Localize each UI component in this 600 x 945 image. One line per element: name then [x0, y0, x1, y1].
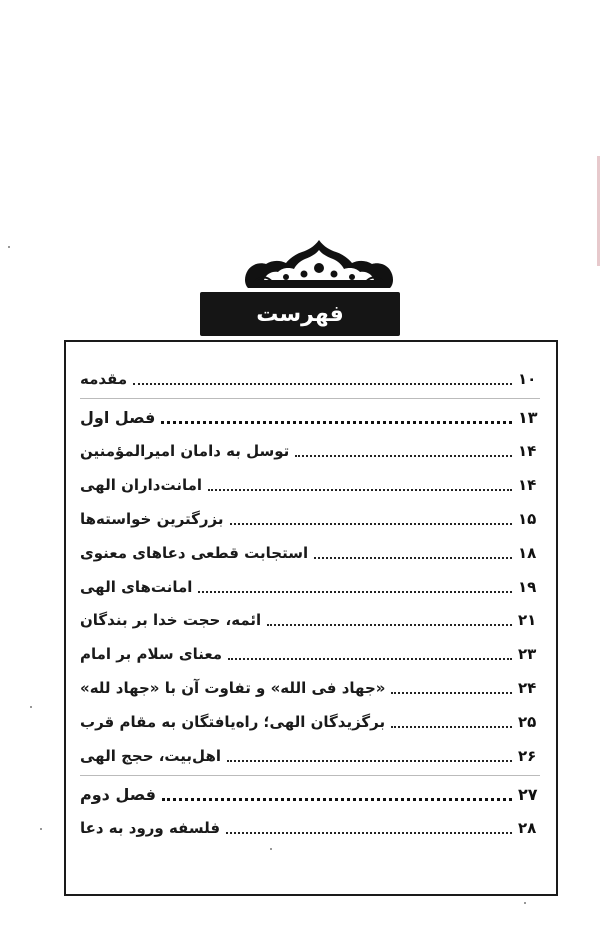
toc-entry-label: فصل دوم [80, 784, 156, 804]
toc-entry-label: ائمه، حجت خدا بر بندگان [80, 611, 262, 630]
toc-list [80, 362, 540, 845]
toc-entry-label: فصل اول [80, 408, 156, 428]
toc-entry-row [80, 468, 540, 502]
toc-page-number: ۱۳ [518, 408, 538, 428]
toc-entry-label: معنای سلام بر امام [80, 645, 223, 664]
dot-leader [391, 726, 512, 728]
toc-entry-row [80, 705, 540, 739]
section-divider [80, 775, 540, 776]
toc-entry-label: توسل به دامان امیرالمؤمنین [80, 442, 290, 461]
toc-entry-label: برگزیدگان الهی؛ راه‌یافتگان به مقام قرب [80, 712, 386, 731]
scan-speck [8, 246, 10, 248]
table-of-contents [64, 340, 558, 896]
toc-page-number: ۲۳ [518, 645, 537, 664]
toc-page-number: ۱۹ [518, 577, 537, 596]
section-divider [80, 398, 540, 399]
dot-leader [314, 557, 512, 559]
toc-chapter-row [80, 401, 540, 435]
toc-entry-label: اهل‌بیت، حجج الهی [80, 746, 221, 765]
toc-entry-row [80, 811, 540, 845]
toc-entry-label: مقدمه [80, 369, 128, 388]
toc-page-number: ۱۵ [518, 510, 537, 529]
toc-entry-row [80, 502, 540, 536]
toc-page-number: ۲۸ [518, 819, 537, 838]
toc-page-number: ۱۰ [518, 369, 537, 388]
toc-entry-row [80, 435, 540, 469]
scan-speck [40, 828, 42, 830]
toc-title-banner [200, 292, 400, 336]
dot-leader [267, 624, 512, 626]
toc-entry-label: امانت‌های الهی [80, 577, 193, 596]
dot-leader [228, 658, 512, 660]
ornament-icon [238, 238, 400, 290]
toc-entry-row [80, 637, 540, 671]
toc-page-number: ۲۵ [518, 712, 537, 731]
page-title: فهرست [256, 301, 344, 327]
toc-entry-row [80, 570, 540, 604]
toc-entry-label: بزرگترین خواسته‌ها [80, 510, 224, 529]
toc-entry-label: استجابت قطعی دعاهای معنوی [80, 543, 309, 562]
dot-leader [295, 455, 512, 457]
dot-leader [133, 383, 512, 385]
dot-leader [208, 489, 512, 491]
toc-entry-label: «جهاد فی الله» و تفاوت آن با «جهاد لله» [80, 679, 386, 698]
toc-page-number: ۲۷ [518, 784, 538, 804]
toc-entry-row [80, 536, 540, 570]
dot-leader [162, 798, 512, 801]
toc-entry-row [80, 604, 540, 638]
dot-leader [161, 421, 512, 424]
scan-speck [270, 848, 272, 850]
dot-leader [227, 760, 512, 762]
toc-page-number: ۱۴ [518, 442, 537, 461]
toc-page-number: ۱۸ [518, 543, 537, 562]
dot-leader [230, 523, 513, 525]
toc-entry-row [80, 671, 540, 705]
scan-speck [524, 902, 526, 904]
scan-speck [30, 706, 32, 708]
toc-page-number: ۱۴ [518, 476, 537, 495]
toc-page-number: ۲۴ [518, 679, 537, 698]
toc-chapter-row [80, 778, 540, 812]
dot-leader [198, 591, 512, 593]
dot-leader [226, 832, 512, 834]
toc-entry-row [80, 739, 540, 773]
toc-page-number: ۲۶ [518, 746, 537, 765]
toc-entry-label: امانت‌داران الهی [80, 476, 203, 495]
toc-entry-label: فلسفه ورود به دعا [80, 819, 221, 838]
toc-page-number: ۲۱ [518, 611, 537, 630]
toc-entry-row [80, 362, 540, 396]
dot-leader [391, 692, 512, 694]
